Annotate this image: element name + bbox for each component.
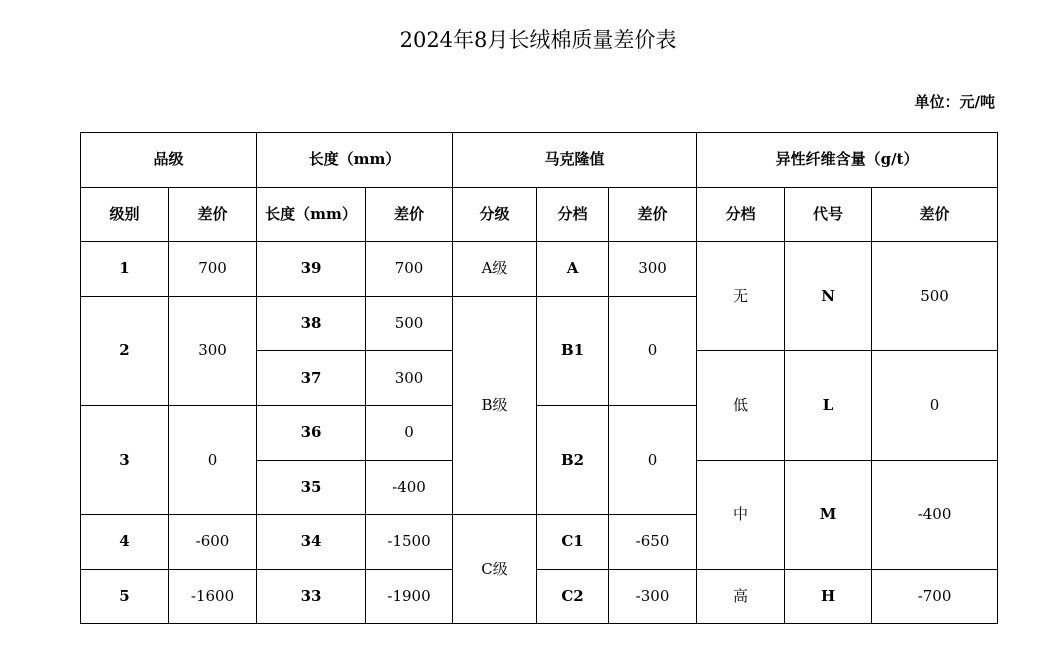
length-value-cell: 36 xyxy=(257,405,366,460)
page-title: 2024年8月长绒棉质量差价表 xyxy=(399,28,677,52)
sub-header-length-value: 长度（mm） xyxy=(257,187,366,242)
length-diff-cell: 700 xyxy=(366,242,453,297)
table-row xyxy=(81,569,998,624)
length-diff-cell: -1900 xyxy=(366,569,453,624)
grade-diff-cell: -600 xyxy=(169,515,257,570)
length-value-cell: 38 xyxy=(257,296,366,351)
group-header-length: 长度（mm） xyxy=(257,133,453,188)
group-header-grade: 品级 xyxy=(81,133,257,188)
grade-level-cell: 5 xyxy=(81,569,169,624)
mic-grade-cell: A xyxy=(537,242,609,297)
mic-diff-cell: -300 xyxy=(609,569,697,624)
sub-header-mic-class: 分级 xyxy=(453,187,537,242)
group-header-row xyxy=(81,133,998,188)
sub-header-mic-diff: 差价 xyxy=(609,187,697,242)
grade-diff-cell: -1600 xyxy=(169,569,257,624)
mic-grade-cell: B2 xyxy=(537,405,609,514)
grade-level-cell: 3 xyxy=(81,405,169,514)
length-diff-cell: 500 xyxy=(366,296,453,351)
sub-header-ff-grade: 分档 xyxy=(697,187,785,242)
sub-header-mic-grade: 分档 xyxy=(537,187,609,242)
mic-diff-cell: 0 xyxy=(609,405,697,514)
ff-code-cell: N xyxy=(785,242,872,351)
length-value-cell: 33 xyxy=(257,569,366,624)
length-diff-cell: 300 xyxy=(366,351,453,406)
grade-level-cell: 1 xyxy=(81,242,169,297)
sub-header-grade-diff: 差价 xyxy=(169,187,257,242)
mic-class-cell: C级 xyxy=(453,515,537,624)
grade-diff-cell: 700 xyxy=(169,242,257,297)
price-difference-table xyxy=(80,132,998,624)
mic-grade-cell: C2 xyxy=(537,569,609,624)
mic-grade-cell: C1 xyxy=(537,515,609,570)
grade-diff-cell: 300 xyxy=(169,296,257,405)
ff-diff-cell: -700 xyxy=(872,569,998,624)
ff-grade-cell: 高 xyxy=(697,569,785,624)
group-header-micronaire: 马克隆值 xyxy=(453,133,697,188)
ff-diff-cell: -400 xyxy=(872,460,998,569)
mic-grade-cell: B1 xyxy=(537,296,609,405)
table-row xyxy=(81,242,998,297)
length-diff-cell: 0 xyxy=(366,405,453,460)
mic-class-cell: A级 xyxy=(453,242,537,297)
sub-header-grade-level: 级别 xyxy=(81,187,169,242)
ff-diff-cell: 500 xyxy=(872,242,998,351)
ff-code-cell: M xyxy=(785,460,872,569)
ff-diff-cell: 0 xyxy=(872,351,998,460)
mic-diff-cell: 0 xyxy=(609,296,697,405)
sub-header-ff-code: 代号 xyxy=(785,187,872,242)
length-value-cell: 39 xyxy=(257,242,366,297)
grade-level-cell: 4 xyxy=(81,515,169,570)
length-value-cell: 37 xyxy=(257,351,366,406)
mic-diff-cell: 300 xyxy=(609,242,697,297)
group-header-foreign-fiber: 异性纤维含量（g/t） xyxy=(697,133,998,188)
ff-grade-cell: 中 xyxy=(697,460,785,569)
ff-code-cell: H xyxy=(785,569,872,624)
sub-header-ff-diff: 差价 xyxy=(872,187,998,242)
unit-label: 单位：元/吨 xyxy=(914,93,995,111)
length-diff-cell: -1500 xyxy=(366,515,453,570)
length-value-cell: 34 xyxy=(257,515,366,570)
grade-level-cell: 2 xyxy=(81,296,169,405)
sub-header-length-diff: 差价 xyxy=(366,187,453,242)
sub-header-row xyxy=(81,187,998,242)
mic-class-cell: B级 xyxy=(453,296,537,514)
length-value-cell: 35 xyxy=(257,460,366,515)
mic-diff-cell: -650 xyxy=(609,515,697,570)
ff-grade-cell: 无 xyxy=(697,242,785,351)
ff-grade-cell: 低 xyxy=(697,351,785,460)
grade-diff-cell: 0 xyxy=(169,405,257,514)
ff-code-cell: L xyxy=(785,351,872,460)
length-diff-cell: -400 xyxy=(366,460,453,515)
